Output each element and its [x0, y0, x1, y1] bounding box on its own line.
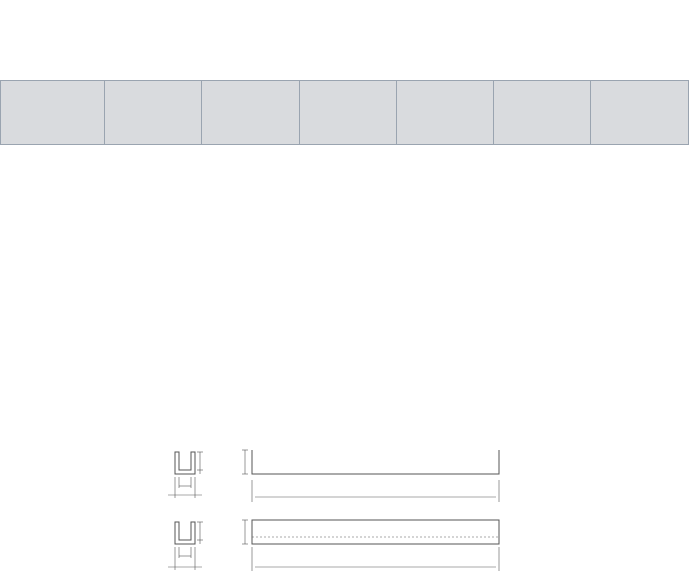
header-item-no [1, 81, 105, 145]
header-b [202, 81, 300, 145]
header-a [105, 81, 202, 145]
header-thickness [494, 81, 591, 145]
header-packing [591, 81, 689, 145]
table-header-row [1, 81, 689, 145]
cross-section-top [175, 452, 195, 474]
comb-strip-top [252, 450, 499, 474]
header-c [300, 81, 397, 145]
straight-cut-strip [252, 520, 499, 544]
header-d [397, 81, 494, 145]
bushing-diagram [160, 440, 520, 573]
cross-section-bottom [175, 522, 195, 544]
spec-table [0, 80, 689, 145]
